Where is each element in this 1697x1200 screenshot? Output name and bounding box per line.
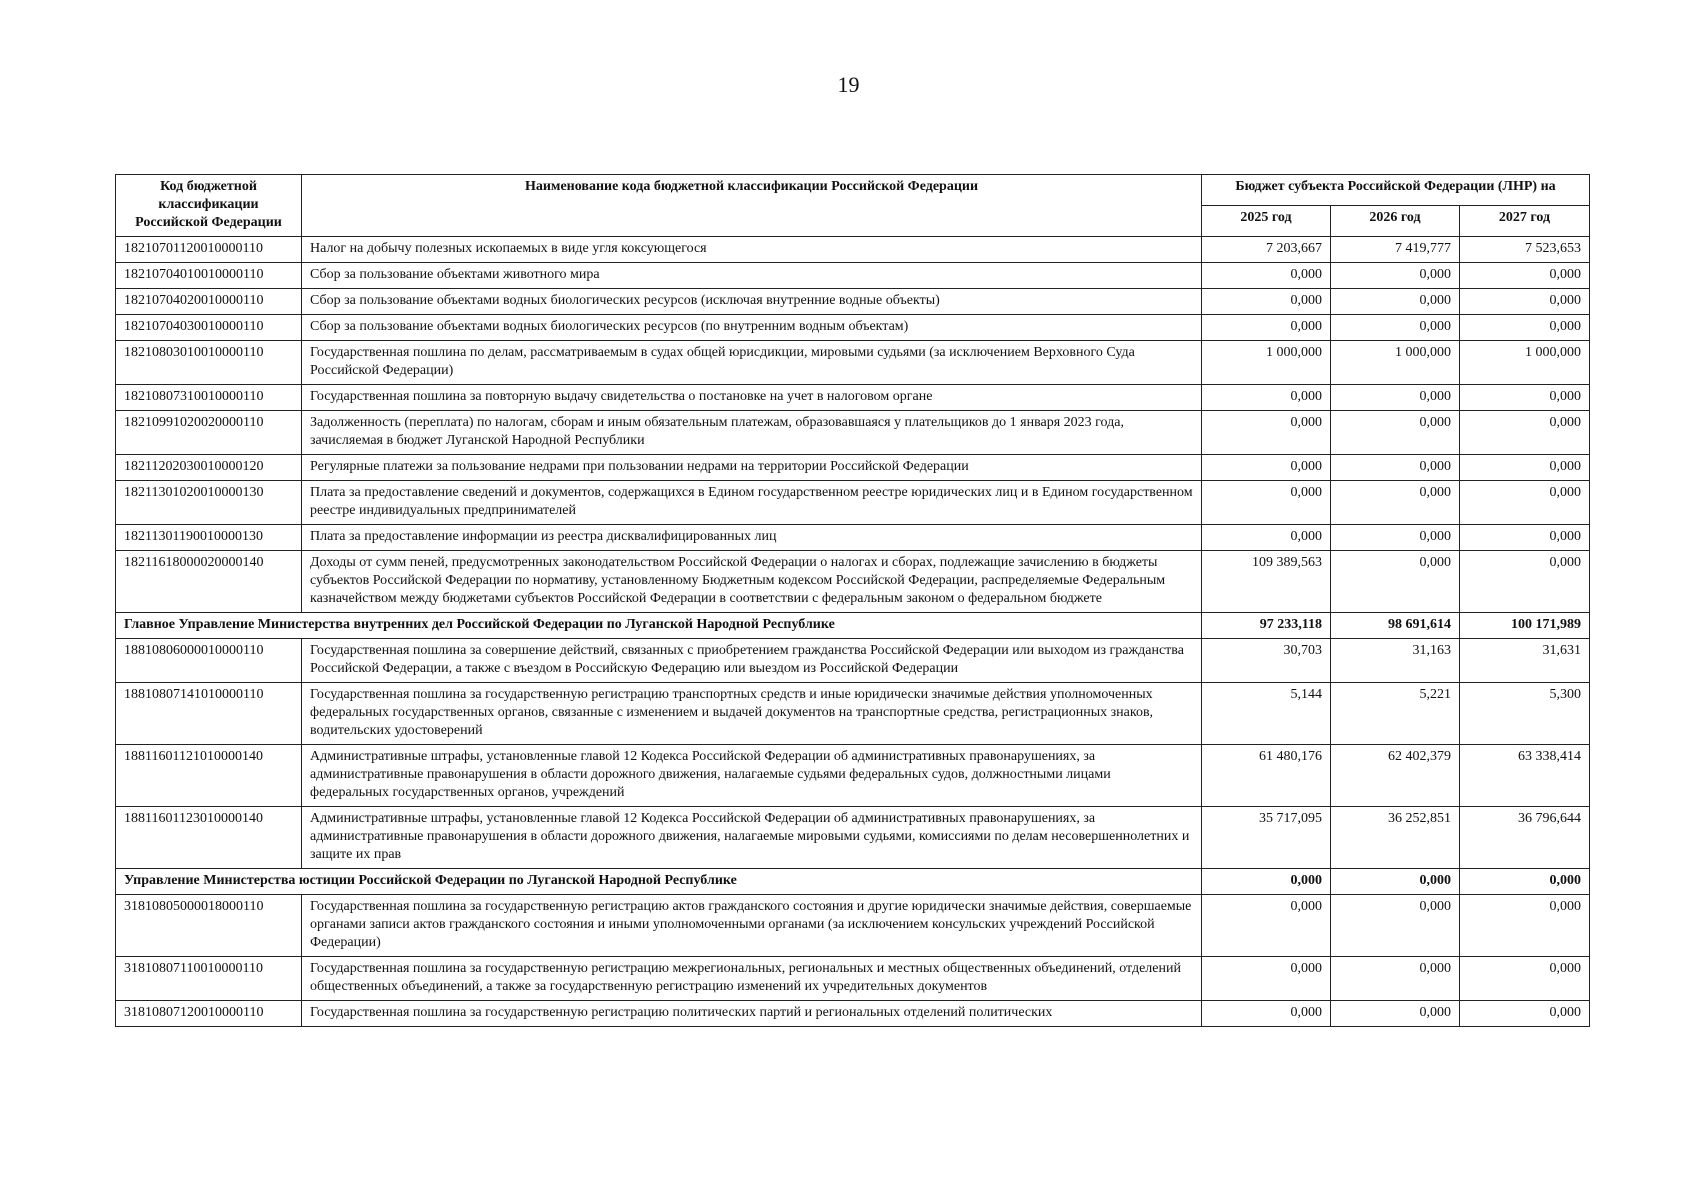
table-row [116, 895, 1590, 957]
amount-2025: 0,000 [1202, 385, 1331, 411]
amount-2027: 0,000 [1460, 289, 1590, 315]
section-title: Главное Управление Министерства внутренних дел Российской Федерации по Луганской Народной Республике [116, 613, 1202, 639]
classification-name: Налог на добычу полезных ископаемых в виде угля коксующегося [302, 237, 1202, 263]
table-row [116, 639, 1590, 683]
amount-2026: 0,000 [1331, 1001, 1460, 1027]
header-code: Код бюджетной классификации Российской Федерации [116, 175, 302, 237]
amount-2026: 0,000 [1331, 315, 1460, 341]
amount-2026: 0,000 [1331, 869, 1460, 895]
amount-2025: 0,000 [1202, 869, 1331, 895]
amount-2025: 7 203,667 [1202, 237, 1331, 263]
classification-code: 18210704030010000110 [116, 315, 302, 341]
amount-2025: 0,000 [1202, 481, 1331, 525]
classification-code: 18211618000020000140 [116, 551, 302, 613]
amount-2026: 5,221 [1331, 683, 1460, 745]
amount-2027: 0,000 [1460, 411, 1590, 455]
table-row [116, 957, 1590, 1001]
classification-name: Задолженность (переплата) по налогам, сборам и иным обязательным платежам, образовавшаяся у плательщиков до 1 января 2023 года, зачисляемая в бюджет Луганской Народной Республики [302, 411, 1202, 455]
amount-2026: 0,000 [1331, 455, 1460, 481]
header-year-2027: 2027 год [1460, 206, 1590, 237]
classification-code: 31810805000018000110 [116, 895, 302, 957]
amount-2026: 1 000,000 [1331, 341, 1460, 385]
amount-2027: 0,000 [1460, 481, 1590, 525]
table-row [116, 745, 1590, 807]
amount-2025: 5,144 [1202, 683, 1331, 745]
amount-2027: 7 523,653 [1460, 237, 1590, 263]
classification-name: Сбор за пользование объектами водных биологических ресурсов (по внутренним водным объектам) [302, 315, 1202, 341]
classification-name: Государственная пошлина за повторную выдачу свидетельства о постановке на учет в налоговом органе [302, 385, 1202, 411]
header-budget: Бюджет субъекта Российской Федерации (ЛНР) на [1202, 175, 1590, 206]
classification-code: 18210991020020000110 [116, 411, 302, 455]
amount-2027: 0,000 [1460, 455, 1590, 481]
amount-2027: 36 796,644 [1460, 807, 1590, 869]
amount-2027: 0,000 [1460, 869, 1590, 895]
classification-code: 18210803010010000110 [116, 341, 302, 385]
amount-2026: 0,000 [1331, 895, 1460, 957]
classification-name: Плата за предоставление сведений и документов, содержащихся в Едином государственном реестре юридических лиц и в Едином государственном реестре индивидуальных предпринимателей [302, 481, 1202, 525]
amount-2027: 0,000 [1460, 263, 1590, 289]
classification-code: 31810807120010000110 [116, 1001, 302, 1027]
table-row [116, 237, 1590, 263]
section-row [116, 869, 1590, 895]
amount-2027: 63 338,414 [1460, 745, 1590, 807]
amount-2026: 36 252,851 [1331, 807, 1460, 869]
amount-2025: 61 480,176 [1202, 745, 1331, 807]
classification-name: Административные штрафы, установленные главой 12 Кодекса Российской Федерации об административных правонарушениях, за административные правонарушения в области дорожного движения, налагаемые судьями федеральных судов, должностными лицами федеральных государственных органов, учреждений [302, 745, 1202, 807]
amount-2025: 0,000 [1202, 263, 1331, 289]
amount-2026: 0,000 [1331, 263, 1460, 289]
classification-name: Регулярные платежи за пользование недрами при пользовании недрами на территории Российской Федерации [302, 455, 1202, 481]
amount-2027: 0,000 [1460, 1001, 1590, 1027]
classification-code: 18210701120010000110 [116, 237, 302, 263]
amount-2027: 0,000 [1460, 957, 1590, 1001]
classification-name: Государственная пошлина за совершение действий, связанных с приобретением гражданства Российской Федерации или выходом из гражданства Российской Федерации, а также с въездом в Российскую Федерацию или выездом из Российской Федерации [302, 639, 1202, 683]
classification-code: 18211301020010000130 [116, 481, 302, 525]
amount-2027: 0,000 [1460, 551, 1590, 613]
amount-2026: 98 691,614 [1331, 613, 1460, 639]
amount-2027: 0,000 [1460, 385, 1590, 411]
amount-2027: 31,631 [1460, 639, 1590, 683]
header-year-2025: 2025 год [1202, 206, 1331, 237]
amount-2025: 0,000 [1202, 895, 1331, 957]
classification-code: 31810807110010000110 [116, 957, 302, 1001]
table-row [116, 1001, 1590, 1027]
classification-name: Сбор за пользование объектами водных биологических ресурсов (исключая внутренние водные объекты) [302, 289, 1202, 315]
classification-name: Государственная пошлина за государственную регистрацию транспортных средств и иные юридически значимые действия уполномоченных федеральных государственных органов, связанные с изменением и выдачей документов на транспортные средства, регистрационных знаков, водительских удостоверений [302, 683, 1202, 745]
amount-2026: 0,000 [1331, 525, 1460, 551]
amount-2027: 1 000,000 [1460, 341, 1590, 385]
table-body [116, 237, 1590, 1027]
amount-2026: 62 402,379 [1331, 745, 1460, 807]
classification-name: Административные штрафы, установленные главой 12 Кодекса Российской Федерации об административных правонарушениях, за административные правонарушения в области дорожного движения, налагаемые мировыми судьями, комиссиями по делам несовершеннолетних и защите их прав [302, 807, 1202, 869]
amount-2027: 100 171,989 [1460, 613, 1590, 639]
amount-2025: 0,000 [1202, 289, 1331, 315]
classification-name: Государственная пошлина за государственную регистрацию политических партий и региональных отделений политических [302, 1001, 1202, 1027]
amount-2025: 0,000 [1202, 315, 1331, 341]
classification-code: 18810806000010000110 [116, 639, 302, 683]
amount-2025: 97 233,118 [1202, 613, 1331, 639]
table-row [116, 807, 1590, 869]
amount-2025: 0,000 [1202, 1001, 1331, 1027]
amount-2025: 0,000 [1202, 957, 1331, 1001]
header-name: Наименование кода бюджетной классификации Российской Федерации [302, 175, 1202, 237]
header-year-2026: 2026 год [1331, 206, 1460, 237]
amount-2027: 0,000 [1460, 315, 1590, 341]
amount-2025: 0,000 [1202, 411, 1331, 455]
amount-2026: 0,000 [1331, 289, 1460, 315]
amount-2026: 31,163 [1331, 639, 1460, 683]
amount-2025: 0,000 [1202, 455, 1331, 481]
classification-name: Государственная пошлина по делам, рассматриваемым в судах общей юрисдикции, мировыми судьями (за исключением Верховного Суда Российской Федерации) [302, 341, 1202, 385]
classification-name: Государственная пошлина за государственную регистрацию межрегиональных, региональных и местных общественных объединений, отделений общественных объединений, а также за государственную регистрацию изменений их учредительных документов [302, 957, 1202, 1001]
amount-2025: 109 389,563 [1202, 551, 1331, 613]
classification-code: 18811601121010000140 [116, 745, 302, 807]
table-row [116, 481, 1590, 525]
classification-code: 18211301190010000130 [116, 525, 302, 551]
table-row [116, 341, 1590, 385]
classification-code: 18211202030010000120 [116, 455, 302, 481]
amount-2027: 0,000 [1460, 895, 1590, 957]
classification-name: Плата за предоставление информации из реестра дисквалифицированных лиц [302, 525, 1202, 551]
section-title: Управление Министерства юстиции Российской Федерации по Луганской Народной Республике [116, 869, 1202, 895]
budget-table [115, 174, 1590, 1027]
amount-2026: 0,000 [1331, 481, 1460, 525]
classification-name: Государственная пошлина за государственную регистрацию актов гражданского состояния и другие юридически значимые действия, совершаемые органами записи актов гражданского состояния и иными уполномоченными органами (за исключением консульских учреждений Российской Федерации) [302, 895, 1202, 957]
amount-2025: 30,703 [1202, 639, 1331, 683]
classification-code: 18210704020010000110 [116, 289, 302, 315]
amount-2025: 35 717,095 [1202, 807, 1331, 869]
amount-2026: 0,000 [1331, 385, 1460, 411]
classification-code: 18210704010010000110 [116, 263, 302, 289]
classification-name: Сбор за пользование объектами животного мира [302, 263, 1202, 289]
page-number: 19 [837, 72, 860, 97]
table-row [116, 683, 1590, 745]
classification-code: 18811601123010000140 [116, 807, 302, 869]
classification-code: 18810807141010000110 [116, 683, 302, 745]
section-row [116, 613, 1590, 639]
table-row [116, 411, 1590, 455]
amount-2025: 0,000 [1202, 525, 1331, 551]
table-row [116, 289, 1590, 315]
table-row [116, 315, 1590, 341]
table-header [116, 175, 1590, 237]
table-row [116, 551, 1590, 613]
amount-2026: 7 419,777 [1331, 237, 1460, 263]
amount-2026: 0,000 [1331, 957, 1460, 1001]
amount-2026: 0,000 [1331, 411, 1460, 455]
table-row [116, 385, 1590, 411]
amount-2025: 1 000,000 [1202, 341, 1331, 385]
classification-name: Доходы от сумм пеней, предусмотренных законодательством Российской Федерации о налогах и сборах, подлежащие зачислению в бюджеты субъектов Российской Федерации по нормативу, установленному Бюджетным кодексом Российской Федерации, распределяемые Федеральным казначейством между бюджетами субъектов Российской Федерации в соответствии с федеральным законом о федеральном бюджете [302, 551, 1202, 613]
table-row [116, 455, 1590, 481]
table-row [116, 263, 1590, 289]
table-row [116, 525, 1590, 551]
amount-2026: 0,000 [1331, 551, 1460, 613]
amount-2027: 5,300 [1460, 683, 1590, 745]
amount-2027: 0,000 [1460, 525, 1590, 551]
classification-code: 18210807310010000110 [116, 385, 302, 411]
